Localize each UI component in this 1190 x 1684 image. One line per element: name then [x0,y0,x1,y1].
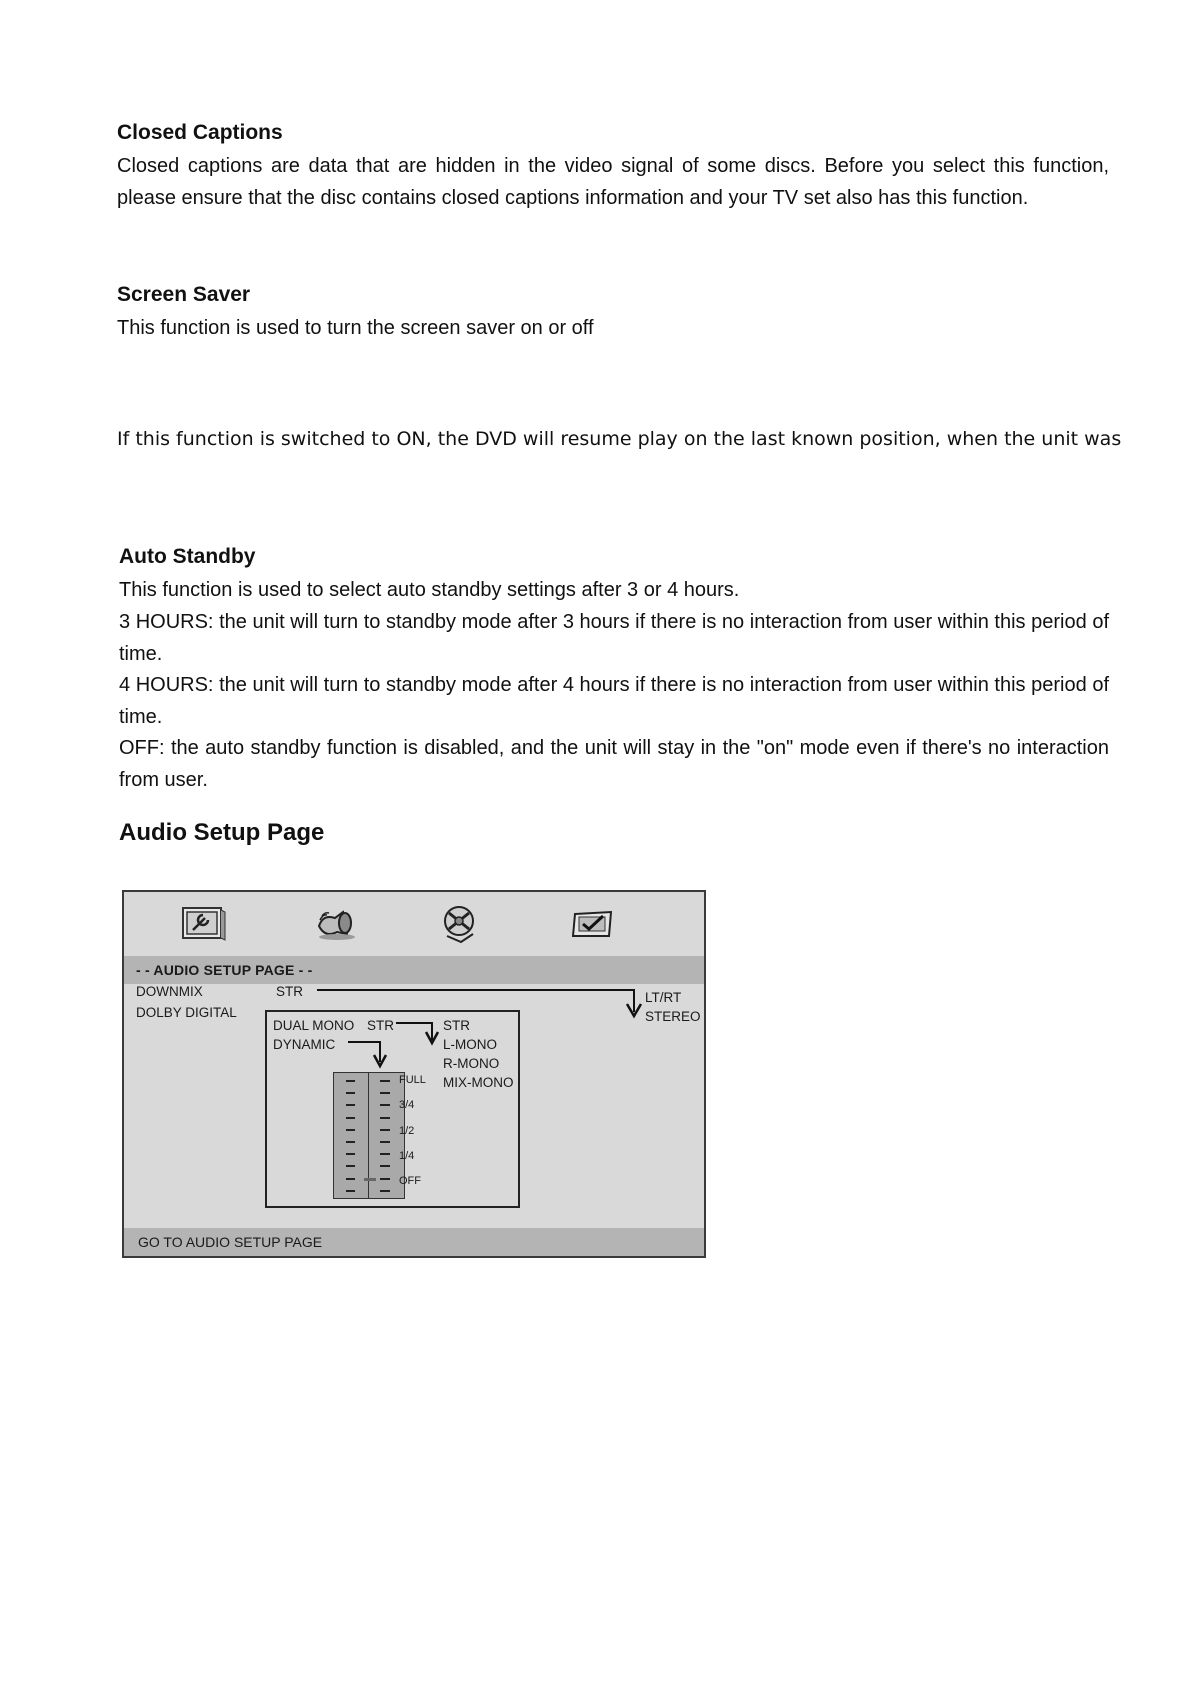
dolby-digital-label[interactable]: DOLBY DIGITAL [136,1005,237,1020]
dual-mono-option-r-mono[interactable]: R-MONO [443,1056,500,1071]
slider-tick [380,1117,390,1119]
slider-tick [380,1190,390,1192]
slider-tick [380,1153,390,1155]
dual-mono-label[interactable]: DUAL MONO [273,1018,355,1033]
slider-tick [346,1129,355,1131]
screen-saver-body: This function is used to turn the screen saver on or off [117,317,594,339]
slider-tick [346,1092,355,1094]
dynamic-level-full[interactable]: FULL [399,1074,426,1086]
dynamic-range-slider[interactable] [333,1072,405,1199]
auto-standby-line-2: 3 HOURS: the unit will turn to standby mode after 3 hours if there is no interaction from user within this period of time. [119,611,1109,665]
dual-mono-option-str[interactable]: STR [443,1018,470,1033]
slider-tick [346,1104,355,1106]
auto-standby-line-3: 4 HOURS: the unit will turn to standby mode after 4 hours if there is no interaction from user within this period of time. [119,674,1109,728]
slider-thumb[interactable] [364,1178,376,1181]
closed-captions-title: Closed Captions [117,121,283,144]
slider-tick [380,1141,390,1143]
audio-setup-panel [122,890,706,1258]
dynamic-label[interactable]: DYNAMIC [273,1037,336,1052]
slider-tick [346,1117,355,1119]
auto-standby-title: Auto Standby [119,545,256,568]
slider-tick [346,1165,355,1167]
slider-tick [346,1190,355,1192]
dynamic-level-three-quarters[interactable]: 3/4 [399,1099,415,1111]
screen-saver-title: Screen Saver [117,283,251,306]
downmix-label[interactable]: DOWNMIX [136,984,203,999]
downmix-option-ltrt[interactable]: LT/RT [645,990,682,1005]
dual-mono-option-mix-mono[interactable]: MIX-MONO [443,1075,514,1090]
slider-tick [380,1178,390,1180]
panel-title: - - AUDIO SETUP PAGE - - [136,962,313,978]
closed-captions-body: Closed captions are data that are hidden in the video signal of some discs. Before you select this function, please ensure that the disc contains closed captions information and your TV set also has this function. [117,155,1109,209]
downmix-option-stereo[interactable]: STEREO [645,1009,701,1024]
panel-status-bar [124,1228,704,1256]
dynamic-level-quarter[interactable]: 1/4 [399,1150,415,1162]
status-text: GO TO AUDIO SETUP PAGE [138,1234,323,1250]
slider-tick [380,1080,390,1082]
slider-tick [346,1141,355,1143]
audio-setup-heading: Audio Setup Page [119,819,325,846]
auto-standby-line-1: This function is used to select auto standby settings after 3 or 4 hours. [119,579,740,601]
resume-body: If this function is switched to ON, the DVD will resume play on the last known position, when the unit was [117,428,1122,450]
slider-tick [380,1165,390,1167]
slider-tick [380,1104,390,1106]
slider-tick [346,1153,355,1155]
dynamic-level-off[interactable]: OFF [399,1175,421,1187]
dual-mono-value[interactable]: STR [367,1018,394,1033]
slider-tick [380,1092,390,1094]
dynamic-level-half[interactable]: 1/2 [399,1125,415,1137]
dual-mono-option-l-mono[interactable]: L-MONO [443,1037,497,1052]
slider-tick [346,1080,355,1082]
slider-tick [346,1178,355,1180]
downmix-value[interactable]: STR [276,984,303,999]
slider-tick [380,1129,390,1131]
auto-standby-line-4: OFF: the auto standby function is disabled, and the unit will stay in the "on" mode even if there's no interaction from user. [119,737,1109,791]
